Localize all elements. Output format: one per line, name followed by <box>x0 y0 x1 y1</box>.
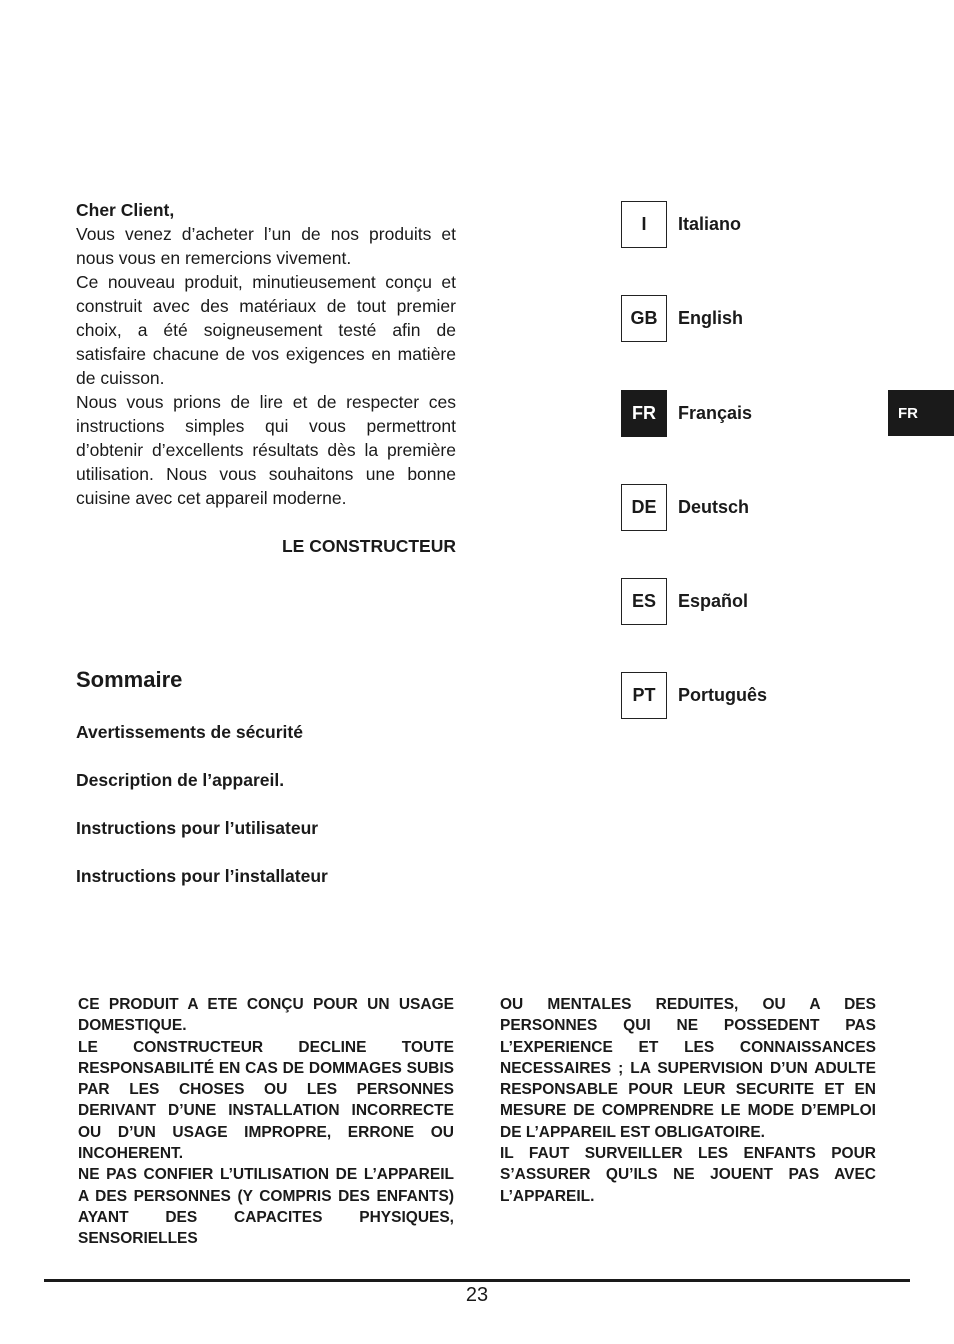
toc-item[interactable]: Avertissements de sécurité <box>76 722 303 742</box>
toc-item[interactable]: Instructions pour l’utilisateur <box>76 818 319 838</box>
language-name: Français <box>678 402 753 423</box>
warning-column-right <box>500 994 876 1207</box>
language-name: Italiano <box>678 213 742 234</box>
warning-text: NE PAS CONFIER L’UTILISATION DE L’APPAREIL A DES PERSONNES (Y COMPRIS DES ENFANTS) AYANT DES CAPACITES PHYSIQUES, SENSORIELLES <box>78 1166 454 1248</box>
signature: LE CONSTRUCTEUR <box>281 536 456 556</box>
language-name: Español <box>678 590 749 611</box>
footer-rule <box>44 1279 910 1282</box>
language-item-francais[interactable] <box>621 389 752 437</box>
language-code-box: DE <box>621 484 667 531</box>
language-item-italiano[interactable] <box>621 200 741 248</box>
warning-text: LE CONSTRUCTEUR DECLINE TOUTE RESPONSABILITÉ EN CAS DE DOMMAGES SUBIS PAR LES CHOSES OU LES PERSONNES DERIVANT D’UNE INSTALLATION INCORRECTE OU D’UN USAGE IMPROPRE, ERRONE OU INCOHERENT. <box>78 1038 454 1163</box>
toc-item[interactable]: Description de l’appareil. <box>76 770 285 790</box>
warning-text: IL FAUT SURVEILLER LES ENFANTS POUR S’ASSURER QU’ILS NE JOUENT PAS AVEC L’APPAREIL. <box>500 1145 876 1205</box>
toc-title: Sommaire <box>76 667 183 692</box>
language-code-box: I <box>621 201 667 248</box>
language-code-box-active: FR <box>621 390 667 437</box>
intro-paragraph-2: Ce nouveau produit, minutieusement conçu et construit avec des matériaux de tout premier choix, a été soigneusement testé afin de satisfaire chacune de vos exigences en matière de cuisson. <box>76 272 456 388</box>
language-item-portugues[interactable] <box>621 671 767 719</box>
warning-text: OU MENTALES REDUITES, OU A DES PERSONNES QUI NE POSSEDENT PAS L’EXPERIENCE ET LES CONNAISSANCES NECESSAIRES ; LA SUPERVISION D’UN ADULTE RESPONSABLE POUR LEUR SECURITE ET EN MESURE DE COMPRENDRE LE MODE D’EMPLOI DE L’APPAREIL EST OBLIGATOIRE. <box>500 996 876 1141</box>
language-code-box: ES <box>621 578 667 625</box>
language-code-box: GB <box>621 295 667 342</box>
language-name: Português <box>678 684 768 705</box>
table-of-contents <box>76 720 328 912</box>
warning-text: CE PRODUIT A ETE CONÇU POUR UN USAGE DOMESTIQUE. <box>78 996 454 1035</box>
page-number: 23 <box>465 1284 489 1306</box>
language-code-box: PT <box>621 672 667 719</box>
language-item-espanol[interactable] <box>621 577 748 625</box>
toc-item[interactable]: Instructions pour l’installateur <box>76 866 328 886</box>
warning-column-left <box>78 994 454 1250</box>
language-name: English <box>678 307 744 328</box>
greeting: Cher Client, <box>76 200 175 220</box>
side-language-tab: FR <box>888 390 954 436</box>
language-item-english[interactable] <box>621 294 743 342</box>
intro-paragraph-1: Vous venez d’acheter l’un de nos produits et nous vous en remercions vivement. <box>76 224 456 268</box>
intro-paragraph-3: Nous vous prions de lire et de respecter ces instructions simples qui vous permettront d’obtenir d’excellents résultats dès la première utilisation. Nous vous souhaitons une bonne cuisine avec cet appareil moderne. <box>76 392 456 508</box>
language-item-deutsch[interactable] <box>621 483 749 531</box>
language-name: Deutsch <box>678 496 750 517</box>
intro-letter <box>76 198 456 558</box>
